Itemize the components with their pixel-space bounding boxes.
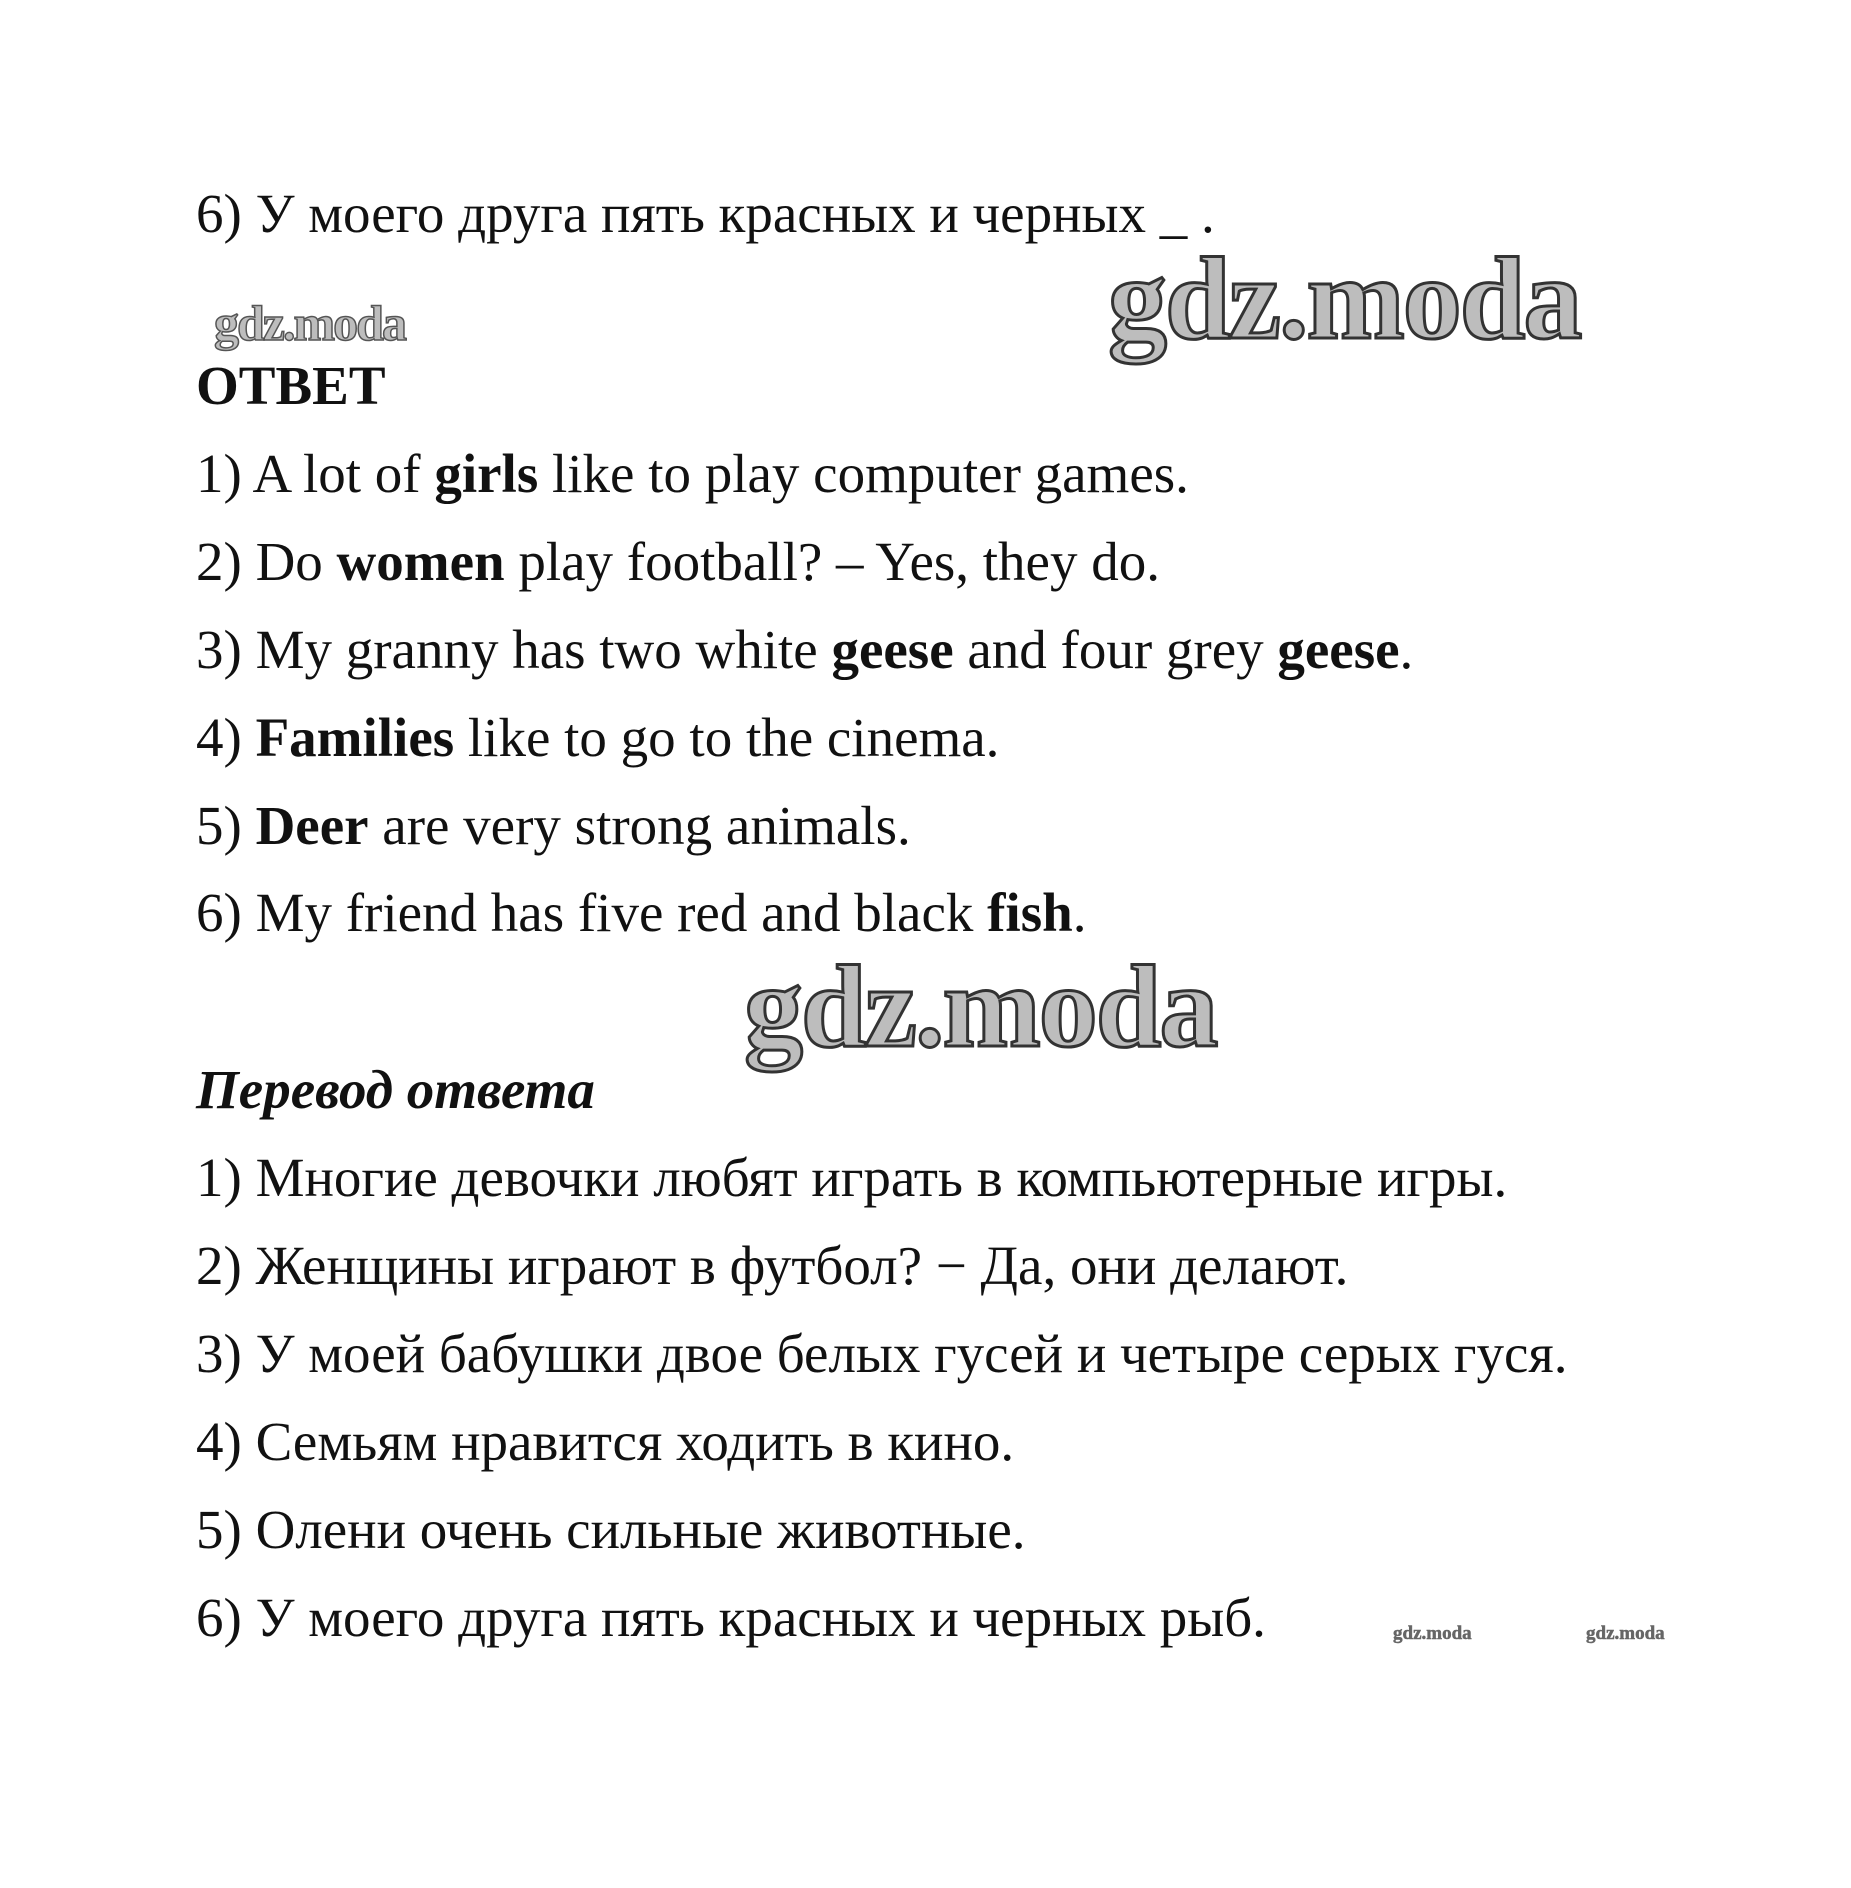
watermark-small: gdz.moda: [214, 295, 405, 351]
answer-3: 3) My granny has two white geese and four grey geese.: [196, 619, 1414, 680]
translation-3: 3) У моей бабушки двое белых гусей и четыре серых гуся.: [196, 1323, 1568, 1384]
watermark-large-middle: gdz.moda: [744, 941, 1217, 1072]
answer-2: 2) Do women play football? – Yes, they do.: [196, 531, 1160, 592]
answer-5: 5) Deer are very strong animals.: [196, 795, 911, 856]
translation-2: 2) Женщины играют в футбол? − Да, они делают.: [196, 1235, 1349, 1296]
answer-heading: ОТВЕТ: [196, 355, 386, 416]
translation-4: 4) Семьям нравится ходить в кино.: [196, 1411, 1015, 1472]
translation-6: 6) У моего друга пять красных и черных рыб.: [196, 1587, 1266, 1648]
question-6: 6) У моего друга пять красных и черных _ .: [196, 183, 1215, 244]
translation-1: 1) Многие девочки любят играть в компьютерные игры.: [196, 1147, 1508, 1208]
translation-5: 5) Олени очень сильные животные.: [196, 1499, 1026, 1560]
answer-6: 6) My friend has five red and black fish.: [196, 882, 1087, 943]
watermark-tiny-2: gdz.moda: [1586, 1623, 1665, 1644]
answer-1: 1) A lot of girls like to play computer games.: [196, 443, 1189, 504]
watermark-large: gdz.moda: [1108, 233, 1581, 364]
watermark-tiny-1: gdz.moda: [1393, 1623, 1472, 1644]
translation-heading: Перевод ответа: [196, 1059, 595, 1120]
answer-4: 4) Families like to go to the cinema.: [196, 707, 1000, 768]
